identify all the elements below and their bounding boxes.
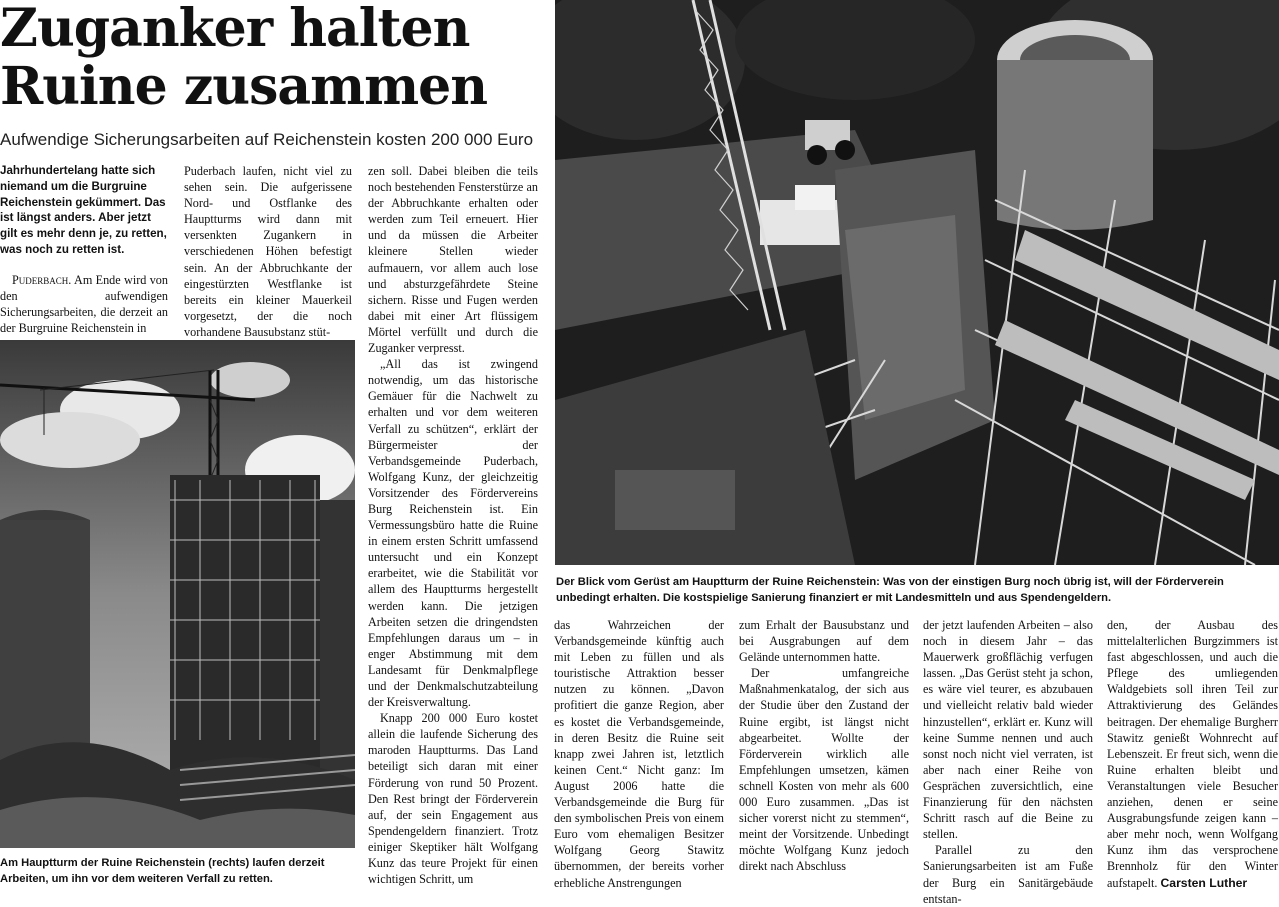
subheadline: Aufwendige Sicherungsarbeiten auf Reichenstein kosten 200 000 Euro — [0, 130, 534, 149]
headline-line-1: Zuganker halten — [0, 0, 470, 59]
body-paragraph — [0, 272, 168, 336]
tower-photo — [0, 340, 355, 848]
column-5 — [739, 617, 909, 875]
column-7 — [1107, 617, 1278, 891]
body-text: „All das ist zwingend notwendig, um das historische Gemäuer für die Nachwelt zu erhalten und vor dem weiteren Verfall zu schützen“, erklärt der Bürgermeister der Verbandsgemeinde Puderbach, Wolfgang Kunz, der gleichzeitig Vorsitzender des Fördervereins Burg Reichenstein ist. Ein Vermessungsbüro hatte die Ruine in einem ersten Schritt umfassend untersucht und ein Konzept erarbeitet, wie die Stabilität vor allem des Hauptturms hergestellt werden kann. Die jetzigen Arbeiten setzen die dringendsten Empfehlungen daraus um – in enger Abstimmung mit dem Landesamt für Denkmalpflege und der Denkmalschutzabteilung der Kreisverwaltung. — [368, 357, 538, 710]
dateline: Puderbach. — [12, 272, 72, 287]
column-6 — [923, 617, 1093, 907]
body-text: Knapp 200 000 Euro kostet allein die laufende Sicherung des maroden Hauptturms. Das Land beteiligt sich daran mit einer Förderung von rund 50 Prozent. Den Rest bringt der Förderverein auf, der sein Engagement aus Spendengeldern finanziert. Trotz einiger Skeptiker hält Wolfgang Kunz das teure Projekt für einen wichtigen Schritt, um — [368, 711, 538, 887]
body-text: der jetzt laufenden Arbeiten – also noch in diesem Jahr – das Mauerwerk großflächig verfugen lassen. „Das Gerüst steht ja schon, es wäre viel teurer, es abzubauen und vielleicht relativ bald wieder hinzustellen“, erklärt er. Kunz will keine Summe nennen und auch sonst noch nicht viel verraten, ist aber nach einer Reihe von Gesprächen zuversichtlich, eine Finanzierung für den nächsten Schritt rasch auf die Beine zu stellen. — [923, 618, 1093, 842]
body-text-content: den, der Ausbau des mittelalterlichen Burgzimmers ist fast abgeschlossen, und auch die Pflege des umliegenden Waldgebiets soll ihren Teil zur Attraktivierung des Geländes beitragen. Der ehemalige Burgherr Stawitz genießt Wohnrecht auf Lebenszeit. Er freut sich, wenn die Ruine erhalten bleibt und Veranstaltungen viele Besucher anziehen, denen er seine Ausgrabungsfunde zeigen kann – aber mehr noch, wenn Wolfgang Kunz ihm das versprochene Brennholz für den Winter aufstapelt. — [1107, 618, 1278, 890]
body-text: Puderbach laufen, nicht viel zu sehen sein. Die aufgerissene Nord- und Ostflanke des Hauptturms wird dann mit versenkten Zugankern in verschiedenen Höhen befestigt sein. An der Abbruchkante der eingestürzten Westflanke ist bereits ein kleiner Mauerkeil vorgesetzt, der die noch vorhandene Bausubstanz stüt- — [184, 164, 352, 339]
column-2 — [184, 163, 352, 340]
headline-line-2: Ruine zusammen — [0, 56, 488, 117]
aerial-scaffold-photo-image — [555, 0, 1279, 565]
tower-photo-image — [0, 340, 355, 848]
author-byline: Carsten Luther — [1160, 875, 1248, 890]
body-text — [1107, 617, 1278, 891]
body-text: Parallel zu den Sanierungsarbeiten ist am Fuße der Burg ein Sanitärgebäude entstan- — [923, 843, 1093, 906]
body-text: zum Erhalt der Bausubstanz und bei Ausgrabungen auf dem Gelände unternommen hatte. — [739, 618, 909, 665]
small-photo-caption: Am Hauptturm der Ruine Reichenstein (rechts) laufen derzeit Arbeiten, um ihn vor dem weiteren Verfall zu retten. — [0, 857, 325, 885]
body-text: das Wahrzeichen der Verbandsgemeinde künftig auch mit Leben zu füllen und als touristische Attraktion besser nutzen zu können. „Davon profitiert die ganze Region, aber es kostet die Verbandsgemeinde, in deren Besitz die Ruine seit knapp zwei Jahren ist, letztlich keinen Cent.“ Nicht ganz: Im August 2006 hatte die Verbandsgemeinde die Burg für den symbolischen Preis von einem Euro vom ehemaligen Besitzer Wolfgang Georg Stawitz übernommen, der bereits vorher erhebliche Anstrengungen — [554, 618, 724, 890]
column-1 — [0, 163, 168, 336]
large-photo-caption: Der Blick vom Gerüst am Hauptturm der Ruine Reichenstein: Was von der einstigen Burg noch übrig ist, will der Förderverein unbedingt erhalten. Die kostspielige Sanierung finanziert er mit Landesmitteln und aus Spendengeldern. — [556, 576, 1224, 604]
headline — [0, 0, 550, 116]
body-text: Der umfangreiche Maßnahmenkatalog, der sich aus der Studie über den Zustand der Ruine ergibt, ist längst nicht abgearbeitet. Wollte der Förderverein wirklich alle Empfehlungen umsetzen, kämen schnell Kosten von mehr als 600 000 Euro zusammen. „Das ist sicher vorerst nicht zu stemmen“, meint der Vorsitzende. Unbedingt möchte Wolfgang Kunz jedoch direkt nach Abschluss — [739, 666, 909, 874]
body-text: Am Ende wird von den aufwendigen Sicherungsarbeiten, die derzeit an der Burgruine Reichenstein in — [0, 272, 168, 336]
aerial-scaffold-photo — [555, 0, 1279, 565]
column-4 — [554, 617, 724, 891]
lead-paragraph: Jahrhundertelang hatte sich niemand um die Burgruine Reichenstein gekümmert. Das ist längst anders. Aber jetzt gilt es mehr denn je, zu retten, was noch zu retten ist. — [0, 164, 167, 256]
column-3 — [368, 163, 538, 887]
body-text: zen soll. Dabei bleiben die teils noch bestehenden Fensterstürze an der Abbruchkante erhalten oder werden zum Teil erneuert. Hier und da müssen die Arbeiter kleinere Stellen wieder aufmauern, vor allem auch lose und absturzgefährdete Steine sichern. Risse und Fugen werden dabei mit einer Art flüssigem Mörtel verfüllt und durch die Zuganker verpresst. — [368, 164, 538, 356]
